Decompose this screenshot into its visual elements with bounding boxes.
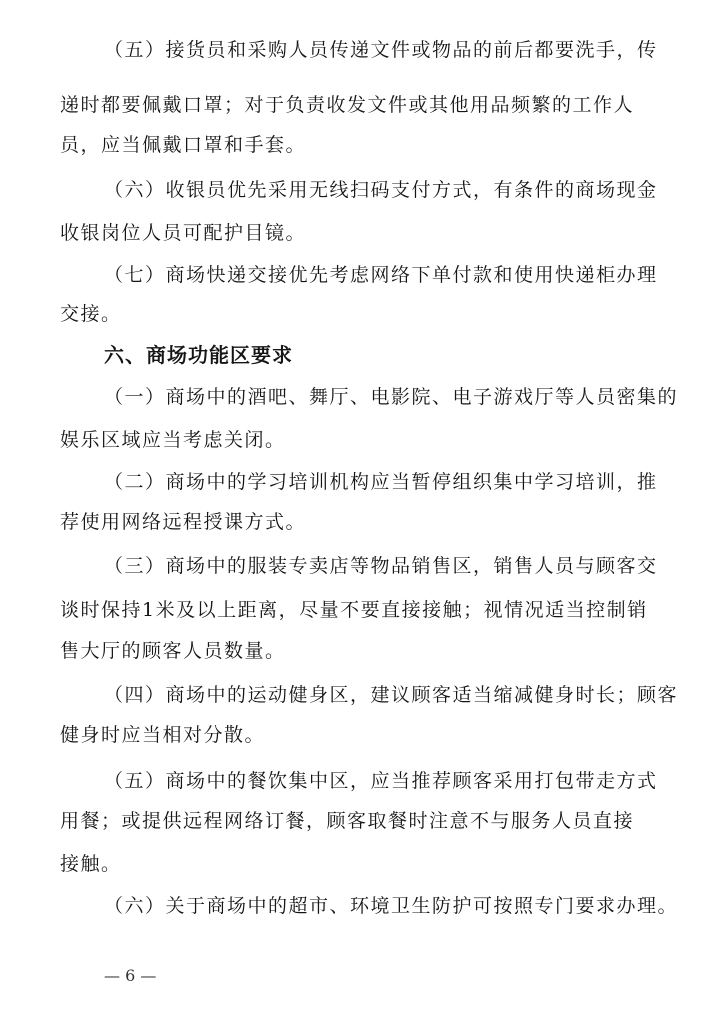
paragraph-line: （二）商场中的学习培训机构应当暂停组织集中学习培训，推 xyxy=(104,471,658,493)
paragraph-line: 售大厅的顾客人员数量。 xyxy=(60,640,286,662)
paragraph-line: 收银岗位人员可配护目镜。 xyxy=(60,222,307,244)
page-number: — 6 — xyxy=(104,966,157,985)
paragraph-line: （五）商场中的餐饮集中区，应当推荐顾客采用打包带走方式 xyxy=(104,770,658,792)
paragraph-line: 谈时保持1米及以上距离，尽量不要直接接触；视情况适当控制销 xyxy=(60,599,648,621)
paragraph-line: 交接。 xyxy=(60,303,122,325)
paragraph-line: （三）商场中的服装专卖店等物品销售区，销售人员与顾客交 xyxy=(104,555,658,577)
paragraph-line: （四）商场中的运动健身区，建议顾客适当缩减健身时长；顾客 xyxy=(104,684,679,706)
paragraph-line: （五）接货员和采购人员传递文件或物品的前后都要洗手，传 xyxy=(104,39,658,61)
paragraph-line: 递时都要佩戴口罩；对于负责收发文件或其他用品频繁的工作人 xyxy=(60,94,635,116)
paragraph-line: （一）商场中的酒吧、舞厅、电影院、电子游戏厅等人员密集的 xyxy=(104,386,679,408)
paragraph-line: 娱乐区域应当考虑关闭。 xyxy=(60,429,286,451)
paragraph-line: 荐使用网络远程授课方式。 xyxy=(60,511,307,533)
paragraph-line: （六）关于商场中的超市、环境卫生防护可按照专门要求办理。 xyxy=(104,895,679,917)
paragraph-line: 接触。 xyxy=(60,853,122,875)
paragraph-line: 员，应当佩戴口罩和手套。 xyxy=(60,134,307,156)
paragraph-line: 健身时应当相对分散。 xyxy=(60,724,266,746)
paragraph-line: （六）收银员优先采用无线扫码支付方式，有条件的商场现金 xyxy=(104,179,658,201)
paragraph-line: 用餐；或提供远程网络订餐，顾客取餐时注意不与服务人员直接 xyxy=(60,810,635,832)
section-heading: 六、商场功能区要求 xyxy=(104,343,293,367)
paragraph-line: （七）商场快递交接优先考虑网络下单付款和使用快递柜办理 xyxy=(104,264,658,286)
